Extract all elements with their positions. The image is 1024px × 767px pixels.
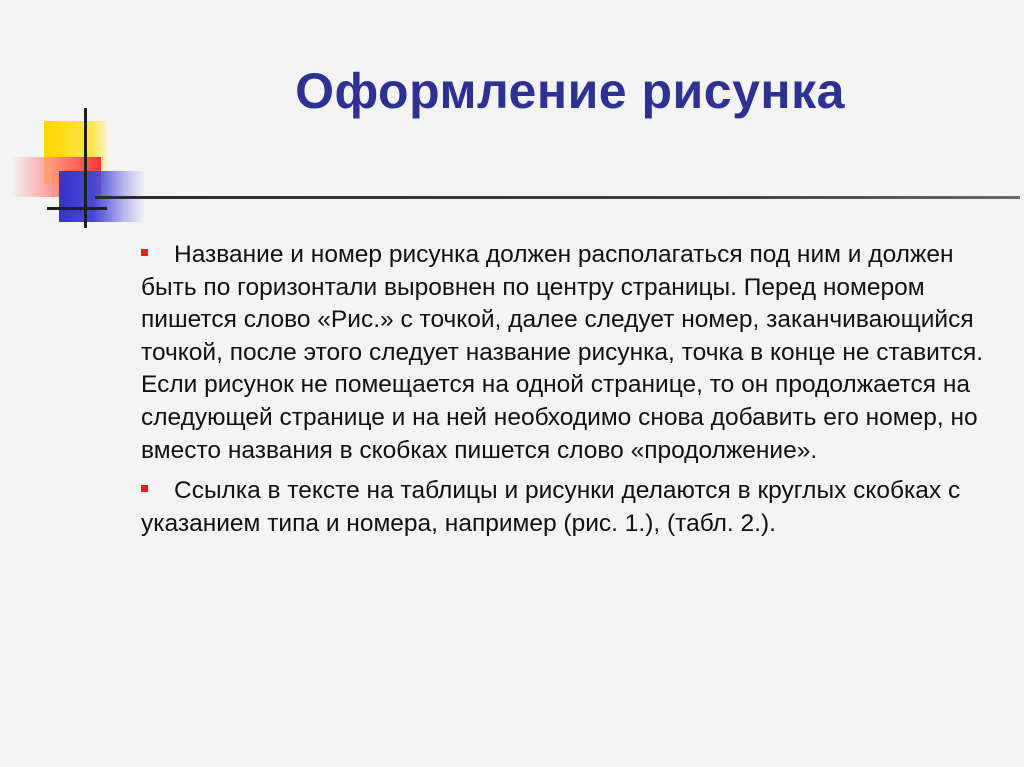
slide-title: Оформление рисунка	[295, 63, 845, 119]
bullet-item	[141, 475, 1011, 540]
bullet-square-icon	[141, 485, 148, 492]
title-underline-rule	[95, 196, 1020, 199]
bullet-text: Название и номер рисунка должен располагаться под ним и должен быть по горизонтали выровнен по центру страницы. Перед номером пишется слово «Рис.» с точкой, далее следует номер, заканчивающийся точкой, после этого следует название рисунка, точка в конце не ставится. Если рисунок не помещается на одной странице, то он продолжается на следующей странице и на ней необходимо снова добавить его номер, но вместо названия в скобках пишется слово «продолжение».	[141, 241, 984, 464]
bullet-list	[141, 239, 1011, 548]
bullet-square-icon	[141, 249, 148, 256]
decor-vertical-line	[84, 108, 87, 228]
bullet-text: Ссылка в тексте на таблицы и рисунки делаются в круглых скобках с указанием типа и номера, например (рис. 1.), (табл. 2.).	[141, 477, 961, 537]
bullet-item	[141, 239, 1011, 467]
decor-horizontal-tick	[47, 207, 107, 210]
